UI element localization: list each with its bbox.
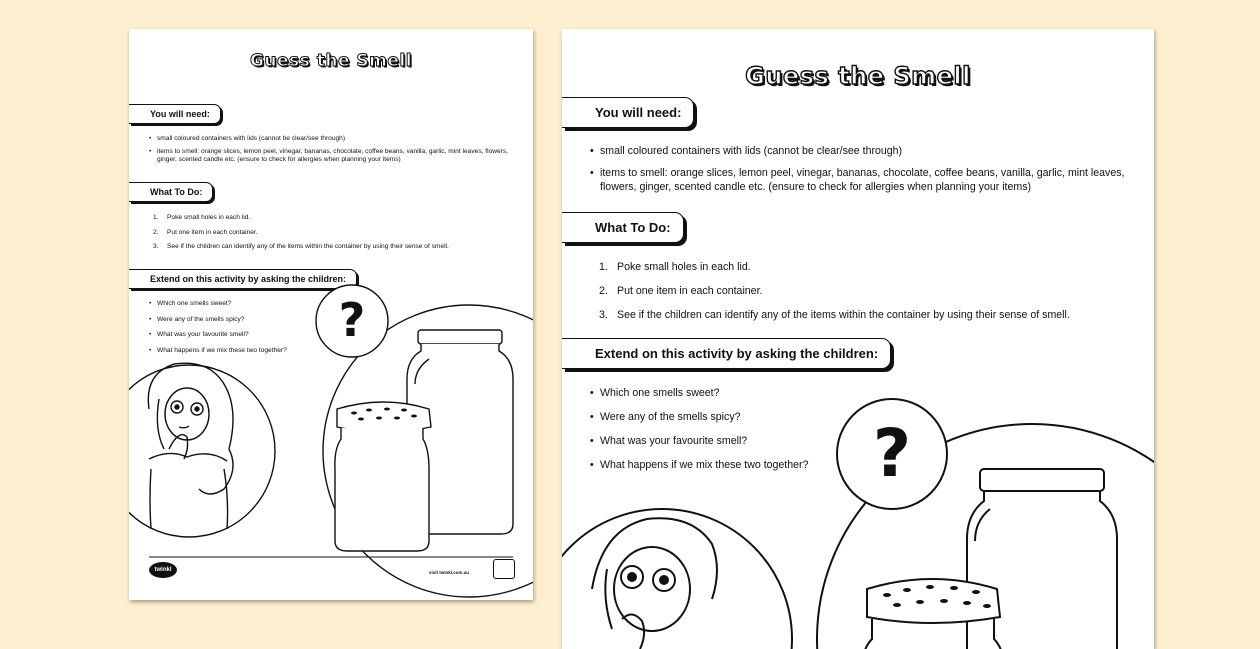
shaker-jar-illustration xyxy=(862,579,1004,649)
step-text: Put one item in each container. xyxy=(617,285,763,297)
step-number: 3. xyxy=(153,243,159,250)
illustration-small xyxy=(129,29,533,600)
heading-what-to-do: What To Do: xyxy=(562,212,684,243)
page-title: Guess the Smell xyxy=(745,62,971,90)
list-item: • Which one smells sweet? xyxy=(590,386,910,400)
question-mark-icon: ? xyxy=(872,415,912,492)
heading-you-will-need: You will need: xyxy=(129,104,221,124)
girl-circle xyxy=(129,365,275,537)
heading-you-will-need: You will need: xyxy=(562,97,694,128)
step-text: Poke small holes in each lid. xyxy=(617,261,751,273)
girl-thinking-illustration xyxy=(148,363,233,529)
step-text: Put one item in each container. xyxy=(167,228,258,236)
badge-icon xyxy=(493,559,515,579)
shaker-jar-illustration xyxy=(335,402,431,551)
step-number: 2. xyxy=(599,285,608,297)
page-title: Guess the Smell xyxy=(249,51,413,71)
list-item: • What happens if we mix these two together? xyxy=(149,347,349,356)
worksheet-preview-small xyxy=(129,29,533,600)
list-item: • What happens if we mix these two together? xyxy=(590,458,910,472)
twinkl-logo: twinkl xyxy=(149,562,177,578)
list-item: • Which one smells sweet? xyxy=(149,300,349,309)
step-number: 1. xyxy=(599,261,608,273)
step-number: 3. xyxy=(599,309,608,321)
heading-extend: Extend on this activity by asking the children: xyxy=(129,269,357,289)
list-item: • Were any of the smells spicy? xyxy=(590,410,910,424)
step-text: See if the children can identify any of the items within the container by using their sense of smell. xyxy=(167,243,449,250)
list-item: • items to smell: orange slices, lemon peel, vinegar, bananas, chocolate, coffee beans, vanilla, garlic, mint leaves, flowers, ginger, scented candle etc. (ensure to check for allergies when planning your items) xyxy=(590,166,1130,194)
list-item: • Were any of the smells spicy? xyxy=(149,316,349,325)
worksheet-preview-large xyxy=(562,29,1154,649)
list-item: • What was your favourite smell? xyxy=(590,434,910,448)
girl-thinking-illustration xyxy=(592,518,717,649)
jar-illustration xyxy=(967,469,1117,649)
step-number: 2. xyxy=(153,228,159,236)
step-text: See if the children can identify any of the items within the container by using their sense of smell. xyxy=(617,309,1070,321)
step-text: Poke small holes in each lid. xyxy=(167,214,251,221)
illustration-large xyxy=(562,29,1154,649)
heading-extend: Extend on this activity by asking the children: xyxy=(562,338,891,369)
list-item: • small coloured containers with lids (cannot be clear/see through) xyxy=(590,144,1130,158)
footer-url: visit twinkl.com.au xyxy=(429,570,470,575)
step-number: 1. xyxy=(153,214,159,221)
list-item: • What was your favourite smell? xyxy=(149,331,349,340)
list-item: • small coloured containers with lids (cannot be clear/see through) xyxy=(149,135,519,144)
question-mark-icon: ? xyxy=(338,293,366,347)
list-item: • items to smell: orange slices, lemon peel, vinegar, bananas, chocolate, coffee beans, vanilla, garlic, mint leaves, flowers, ginger, scented candle etc. (ensure to check for allergies when planning your items) xyxy=(149,148,519,165)
heading-what-to-do: What To Do: xyxy=(129,182,213,202)
